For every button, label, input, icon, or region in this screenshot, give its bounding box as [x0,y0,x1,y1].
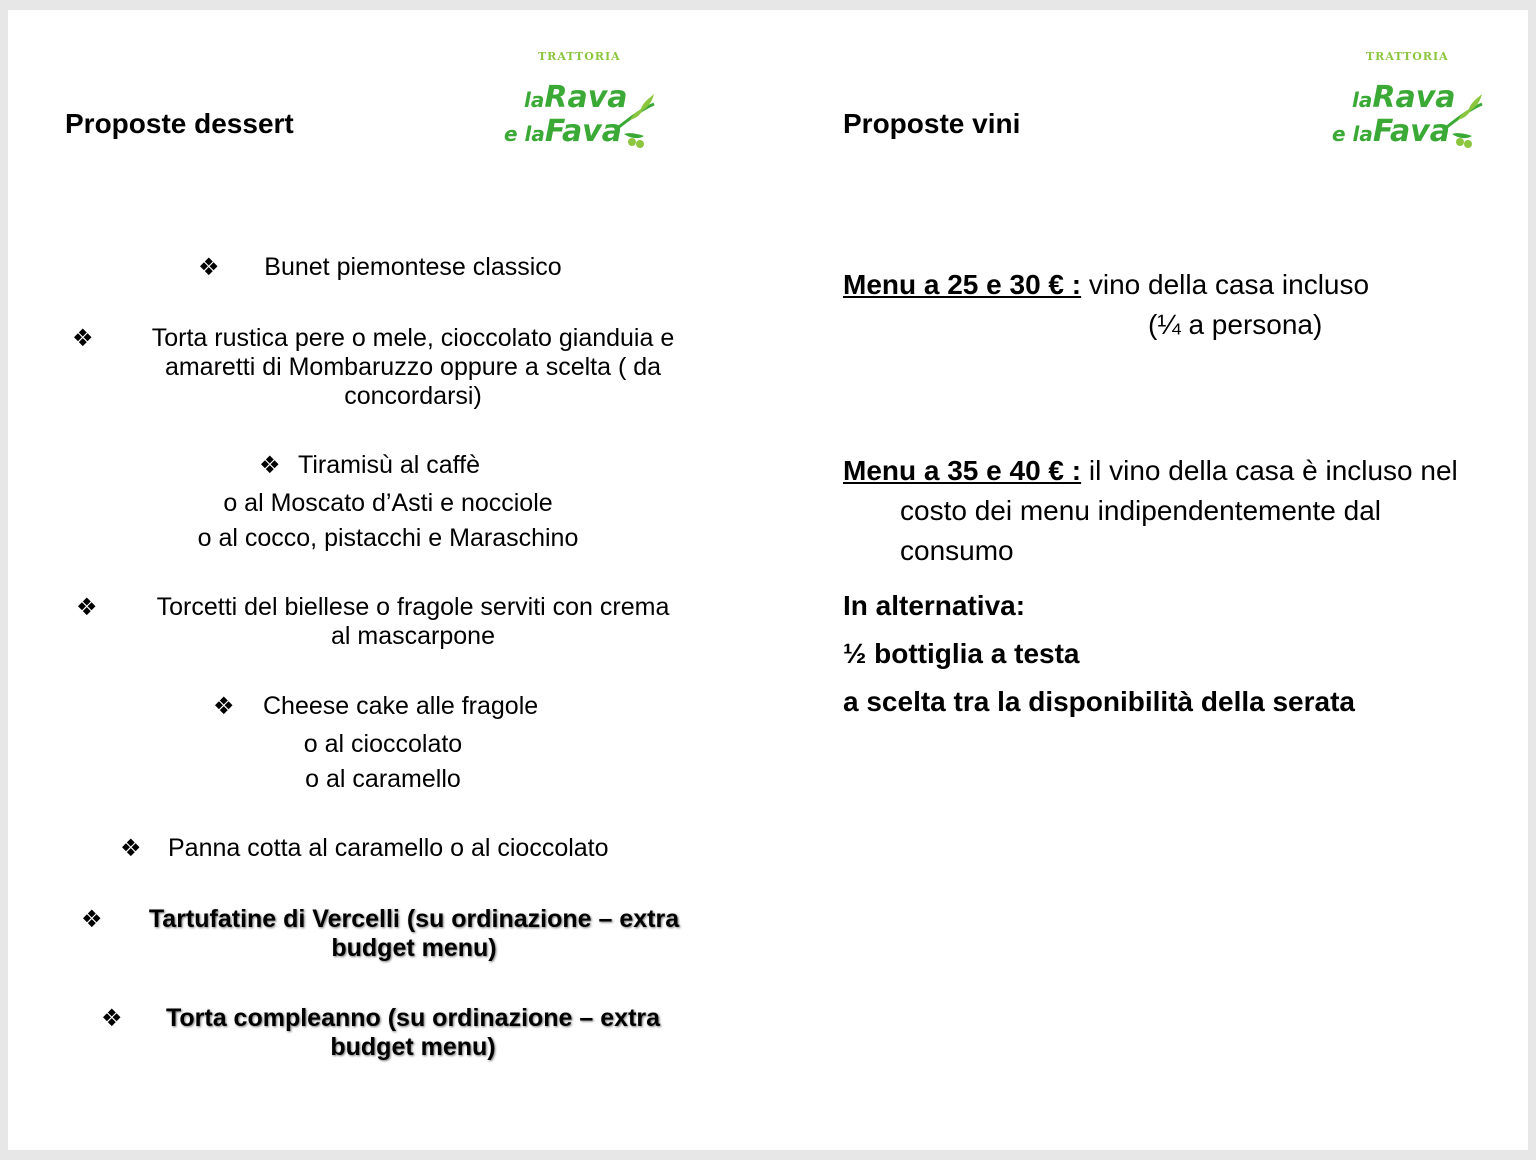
dessert-item: Tartufatine di Vercelli (su ordinazione – extra budget menu) [148,905,680,962]
logo-line-2: e laFava [504,114,622,149]
wine-menu-label: Menu a 25 e 30 € : [843,269,1082,300]
dessert-item-continued: o al Moscato d’Asti e nocciole o al cocco, pistacchi e Maraschino [197,489,579,552]
leaf-icon [1438,90,1488,150]
leaf-icon [610,90,660,150]
wine-alternative [843,582,1523,726]
logo-trattoria-text: TRATTORIA [1366,50,1449,63]
alternative-line: a scelta tra la disponibilità della serata [843,686,1355,717]
menu-page [8,10,1528,1150]
diamond-bullet-icon: ❖ [198,254,220,281]
wine-menu-text: il vino della casa è incluso nel [1081,455,1458,486]
alternative-line: ½ bottiglia a testa [843,638,1080,669]
dessert-item: Panna cotta al caramello o al cioccolato [168,834,609,862]
logo-line-2: e laFava [1332,114,1450,149]
wine-menu-subtext: costo dei menu indipendentemente dal [900,495,1382,526]
dessert-item: Torta compleanno (su ordinazione – extra budget menu) [165,1004,661,1061]
wine-menu-35-40 [843,451,1523,571]
logo-line-1: laRava [524,80,628,115]
dessert-item: Torta rustica pere o mele, cioccolato gianduia e amaretti di Mombaruzzo oppure a scelta ( da concordarsi) [151,324,675,410]
diamond-bullet-icon: ❖ [259,452,281,479]
wine-heading: Proposte vini [843,108,1021,139]
wine-menu-25-30 [843,265,1523,345]
dessert-heading: Proposte dessert [65,108,294,139]
logo-line-1: laRava [1352,80,1456,115]
wine-menu-line [843,451,1523,491]
wine-menu-subtext: consumo [900,535,1014,566]
dessert-item: Tiramisù al caffè [298,451,481,479]
dessert-item: Cheese cake alle fragole [263,692,539,720]
dessert-item-continued: o al cioccolato o al caramello [303,730,463,793]
diamond-bullet-icon: ❖ [101,1005,123,1032]
dessert-item: Torcetti del biellese o fragole serviti con crema al mascarpone [156,593,670,650]
diamond-bullet-icon: ❖ [213,693,235,720]
wine-menu-line [843,265,1523,305]
diamond-bullet-icon: ❖ [76,594,98,621]
wine-menu-subtext: (¼ a persona) [1148,309,1323,340]
dessert-item: Bunet piemontese classico [264,253,562,281]
diamond-bullet-icon: ❖ [72,325,94,352]
wine-menu-text: vino della casa incluso [1081,269,1370,300]
alternative-heading: In alternativa: [843,590,1026,621]
logo-trattoria-text: TRATTORIA [538,50,621,63]
diamond-bullet-icon: ❖ [120,835,142,862]
wine-menu-label: Menu a 35 e 40 € : [843,455,1082,486]
diamond-bullet-icon: ❖ [81,906,103,933]
